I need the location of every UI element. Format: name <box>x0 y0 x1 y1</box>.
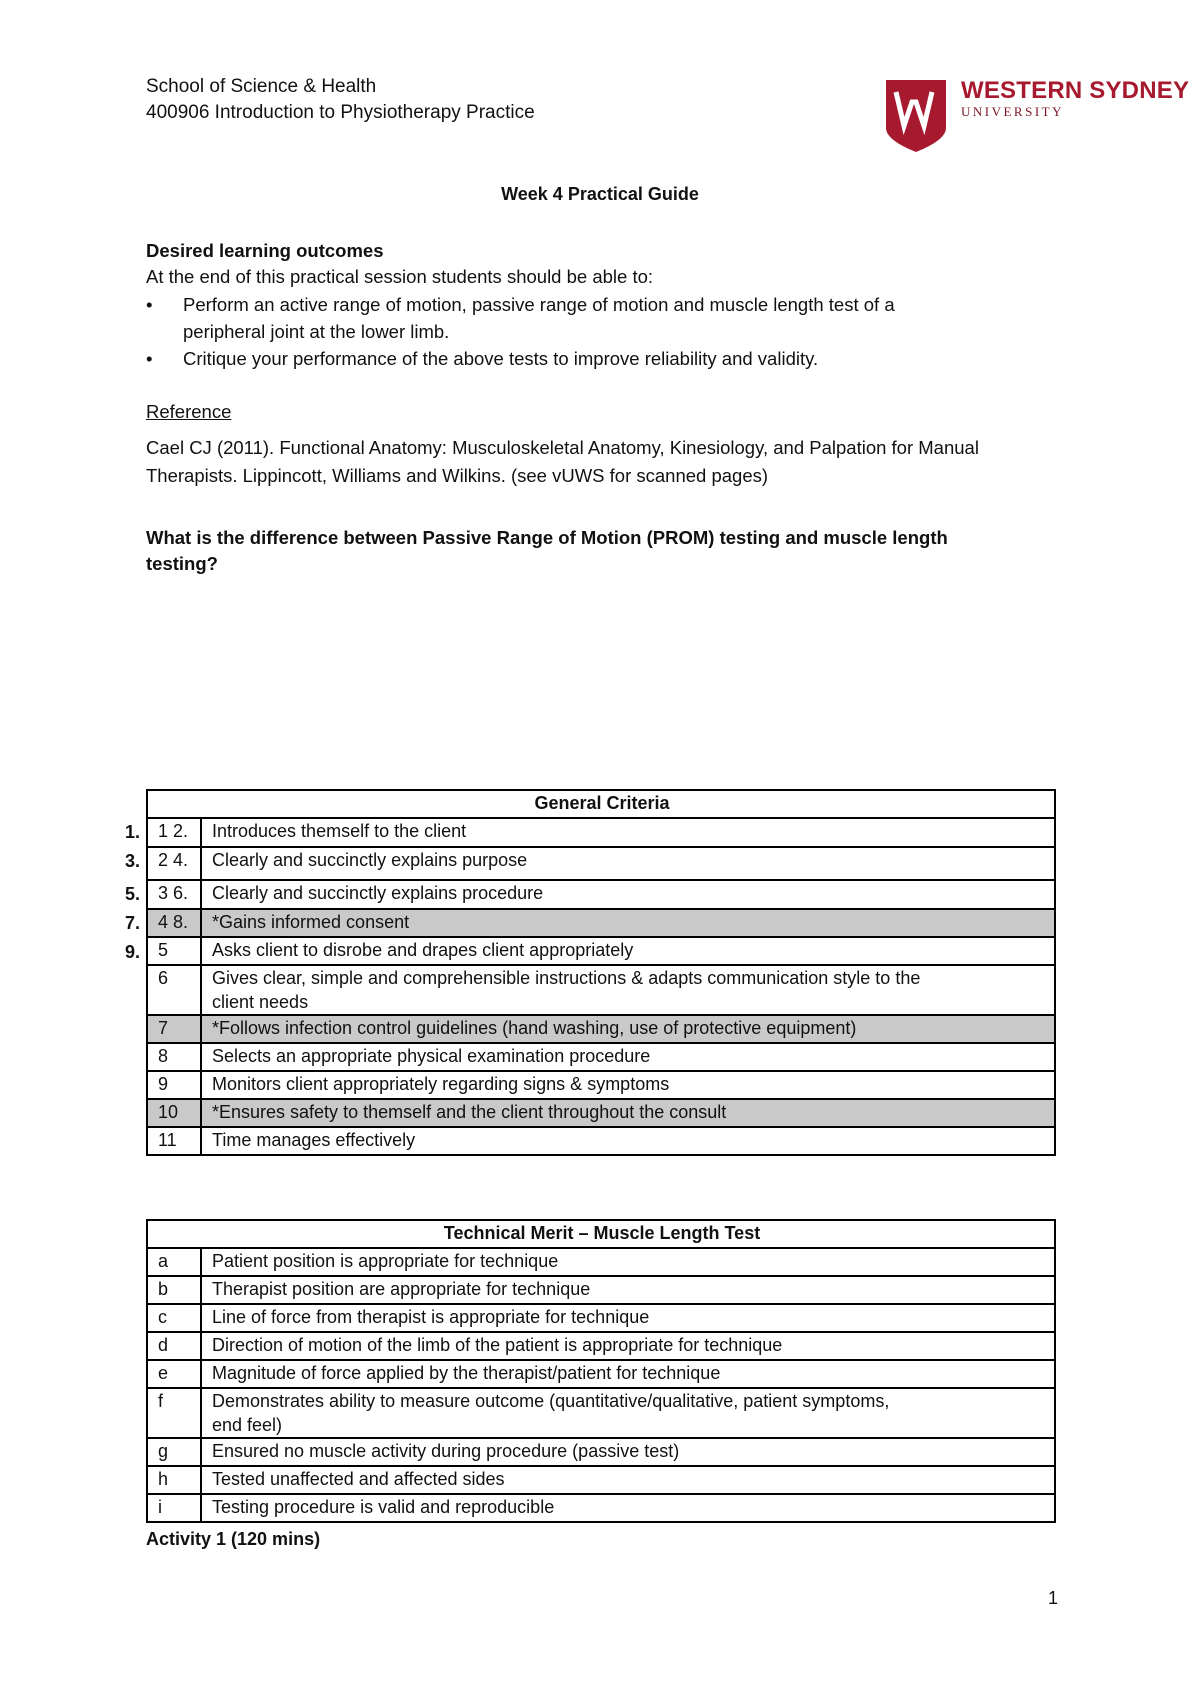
table-row <box>147 1015 1055 1043</box>
reference-line-2: Therapists. Lippincott, Williams and Wilkins. (see vUWS for scanned pages) <box>146 465 769 486</box>
row-number: 5 <box>147 937 201 965</box>
university-shield-icon <box>884 78 948 154</box>
page-title: Week 4 Practical Guide <box>501 184 699 204</box>
table-row <box>147 965 1055 1015</box>
row-letter: f <box>147 1388 201 1438</box>
bullet-icon: • <box>146 348 153 369</box>
list-number: 5. <box>124 884 140 904</box>
table-row <box>147 1332 1055 1360</box>
technical-merit-table <box>146 1219 1056 1523</box>
row-text: Direction of motion of the limb of the patient is appropriate for technique <box>201 1332 1055 1360</box>
wordmark-line1: WESTERN SYDNEY <box>961 77 1190 104</box>
table-row <box>147 818 1055 847</box>
row-text: Introduces themself to the client <box>201 818 1055 847</box>
outcome-bullet-1: Perform an active range of motion, passive range of motion and muscle length test of a <box>183 294 895 315</box>
list-number: 7. <box>124 913 140 933</box>
row-number: 1 2. <box>147 818 201 847</box>
row-number: 9 <box>147 1071 201 1099</box>
page-number: 1 <box>1048 1588 1059 1608</box>
row-text: *Ensures safety to themself and the client throughout the consult <box>201 1099 1055 1127</box>
table-row <box>147 1494 1055 1522</box>
list-number: 3. <box>124 851 140 871</box>
row-text-cont: client needs <box>212 992 309 1012</box>
row-text: Magnitude of force applied by the therapist/patient for technique <box>201 1360 1055 1388</box>
row-letter: i <box>147 1494 201 1522</box>
list-number: 1. <box>124 822 140 842</box>
row-number: 2 4. <box>147 847 201 880</box>
table-row <box>147 1127 1055 1155</box>
row-text: *Follows infection control guidelines (hand washing, use of protective equipment) <box>201 1015 1055 1043</box>
row-text-multiline <box>201 1388 1055 1438</box>
row-letter: g <box>147 1438 201 1466</box>
row-text: Patient position is appropriate for technique <box>201 1248 1055 1276</box>
unit-name: 400906 Introduction to Physiotherapy Practice <box>146 102 535 123</box>
general-criteria-table <box>146 789 1056 1156</box>
row-number: 7 <box>147 1015 201 1043</box>
table-row <box>147 1071 1055 1099</box>
question-line-2: testing? <box>146 553 218 574</box>
table-row <box>147 847 1055 880</box>
row-text: *Gains informed consent <box>201 909 1055 937</box>
row-text: Gives clear, simple and comprehensible instructions & adapts communication style to the <box>212 968 921 988</box>
row-text: Ensured no muscle activity during procedure (passive test) <box>201 1438 1055 1466</box>
reference-line-1: Cael CJ (2011). Functional Anatomy: Musculoskeletal Anatomy, Kinesiology, and Palpation for Manual <box>146 437 979 458</box>
wordmark-line2: UNIVERSITY <box>961 104 1064 119</box>
table-row <box>147 937 1055 965</box>
row-text-multiline <box>201 965 1055 1015</box>
row-text: Selects an appropriate physical examination procedure <box>201 1043 1055 1071</box>
technical-merit-heading: Technical Merit – Muscle Length Test <box>147 1220 1055 1248</box>
list-number: 9. <box>124 942 140 962</box>
row-text: Testing procedure is valid and reproducible <box>201 1494 1055 1522</box>
table-row <box>147 1099 1055 1127</box>
row-text: Clearly and succinctly explains purpose <box>201 847 1055 880</box>
outcome-bullet-1-cont: peripheral joint at the lower limb. <box>183 321 450 342</box>
table-row <box>147 880 1055 909</box>
row-number: 4 8. <box>147 909 201 937</box>
row-number: 10 <box>147 1099 201 1127</box>
row-text: Time manages effectively <box>201 1127 1055 1155</box>
bullet-icon: • <box>146 294 153 315</box>
table-row <box>147 1438 1055 1466</box>
activity-heading: Activity 1 (120 mins) <box>146 1529 321 1549</box>
row-number: 6 <box>147 965 201 1015</box>
row-number: 11 <box>147 1127 201 1155</box>
table-row <box>147 1304 1055 1332</box>
reference-heading: Reference <box>146 401 232 422</box>
table-row <box>147 1276 1055 1304</box>
question-line-1: What is the difference between Passive Range of Motion (PROM) testing and muscle length <box>146 527 948 548</box>
table-row <box>147 1043 1055 1071</box>
table-row <box>147 909 1055 937</box>
row-text: Tested unaffected and affected sides <box>201 1466 1055 1494</box>
row-number: 8 <box>147 1043 201 1071</box>
table-row <box>147 1388 1055 1438</box>
row-letter: b <box>147 1276 201 1304</box>
outcomes-intro: At the end of this practical session students should be able to: <box>146 266 654 287</box>
row-letter: e <box>147 1360 201 1388</box>
row-letter: d <box>147 1332 201 1360</box>
row-text: Asks client to disrobe and drapes client appropriately <box>201 937 1055 965</box>
row-text-cont: end feel) <box>212 1415 283 1435</box>
row-text: Therapist position are appropriate for technique <box>201 1276 1055 1304</box>
general-criteria-heading: General Criteria <box>147 790 1055 818</box>
row-letter: c <box>147 1304 201 1332</box>
table-row <box>147 1360 1055 1388</box>
table-row <box>147 1248 1055 1276</box>
outcomes-heading: Desired learning outcomes <box>146 240 384 261</box>
row-text: Line of force from therapist is appropriate for technique <box>201 1304 1055 1332</box>
row-text: Monitors client appropriately regarding signs & symptoms <box>201 1071 1055 1099</box>
row-number: 3 6. <box>147 880 201 909</box>
row-letter: h <box>147 1466 201 1494</box>
row-letter: a <box>147 1248 201 1276</box>
school-name: School of Science & Health <box>146 76 377 97</box>
university-wordmark <box>961 78 1189 120</box>
outcome-bullet-2: Critique your performance of the above tests to improve reliability and validity. <box>183 348 819 369</box>
table-row <box>147 1466 1055 1494</box>
row-text: Demonstrates ability to measure outcome (quantitative/qualitative, patient symptoms, <box>212 1391 890 1411</box>
row-text: Clearly and succinctly explains procedure <box>201 880 1055 909</box>
